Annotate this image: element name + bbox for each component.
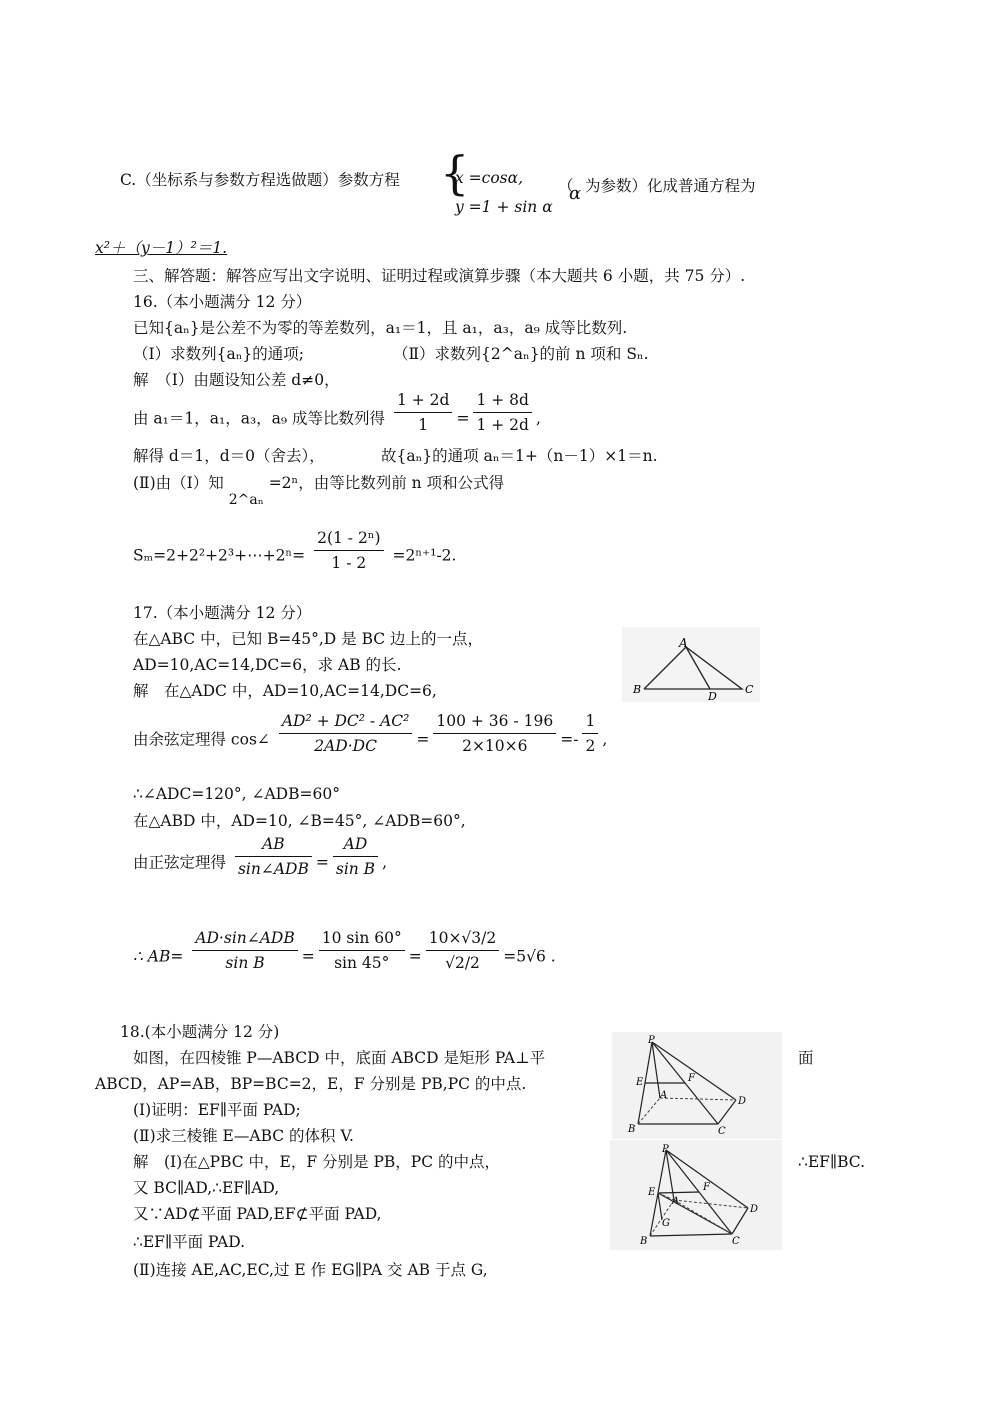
fig18b-G: G [662,1218,670,1229]
q17-ab-pre: ∴ AB= [133,947,184,966]
q16-sum [133,529,457,573]
param-eq1: x =cosα, [455,169,524,187]
q17-sin-num1: AB [235,834,312,857]
q16-frac2 [473,390,532,435]
param-tail: 为参数）化成普通方程为 [585,177,756,195]
q16-sum-post: =2ⁿ⁺¹-2. [392,546,457,565]
q17-sin-pre: 由正弦定理得 [133,853,227,872]
param-brace: { [440,146,470,200]
q16-sol4 [133,473,505,508]
q17-cos: 由余弦定理得 cos∠ $\frac{\text{AD² + DC² - AC²}}{2AD\cdot DC}$ = $\frac{100 + 36 - 196}{2\times 10\times 6}$ =- $\frac{1}{2}$ , [133,712,608,755]
q17-ab-den2: sin 45° [334,954,390,972]
q17-cos-frac1 [279,711,413,756]
q16-sol2: 由 a₁＝1，a₁，a₃，a₉ 成等比数列得 $\frac{1 + 2d}{1}$ = $\frac{1 + 8d}{1 + 2d}$ , [133,391,541,434]
q18-line1: 如图，在四棱锥 P—ABCD 中，底面 ABCD 是矩形 PA⊥平 [133,1049,546,1067]
triangle-figure [622,627,760,702]
q18-line9: (Ⅱ)连接 AE,AC,EC,过 E 作 EG∥PA 交 AB 于点 G, [133,1261,488,1279]
q17-ab-result: =5√6 . [503,947,556,966]
q17-ab-frac1 [192,928,297,973]
q17-line1: 在△ABC 中，已知 B=45°,D 是 BC 边上的一点， [133,630,484,648]
q17-sin-den2: sin B [335,860,376,878]
q17-heading: 17.（本小题满分 12 分） [133,604,312,622]
q16-sol4a: (Ⅱ)由（Ⅰ）知 [133,474,224,492]
pyramid-figure-1 [612,1032,782,1139]
fig18b-F: F [703,1182,710,1193]
fig18a-P: P [648,1035,655,1046]
q17-cos-num1: AD² + DC² - AC² [279,711,413,734]
fig18a-D: D [738,1096,747,1107]
q16-sum-pre: Sₘ=2+2²+2³+⋯+2ⁿ= [133,546,306,565]
q17-half-den: 2 [585,737,596,755]
fig18b-C: C [732,1236,740,1247]
q16-frac2-den: 1 + 2d [476,416,529,434]
q17-cos-den1: 2AD·DC [314,737,377,755]
q16-frac1-num: 1 + 2d [394,390,453,413]
q16-sol2-pre: 由 a₁＝1，a₁，a₃，a₉ 成等比数列得 [133,409,386,428]
q16-sol3b: 故{aₙ}的通项 aₙ＝1+（n－1）×1＝n. [381,447,658,465]
fig17-B: B [633,683,642,696]
fig18b-A: A [672,1196,680,1207]
q17-cos-pre: 由余弦定理得 cos∠ [133,730,270,749]
param-eq2: y =1 + sin α [455,198,553,216]
fig18a-A: A [660,1090,668,1101]
q17-line6: 在△ABD 中，AD=10, ∠B=45°, ∠ADB=60°, [133,812,466,830]
fig17-A: A [679,636,688,650]
q16-frac2-num: 1 + 8d [473,390,532,413]
q16-sum-frac [314,528,383,573]
q17-sin-den1: sin∠ADB [237,860,309,878]
q16-sub2: （Ⅱ）求数列{2^aₙ}的前 n 项和 Sₙ. [393,345,649,363]
q18-line3: (Ⅰ)证明：EF∥平面 PAD; [133,1101,301,1119]
q18-line4: (Ⅱ)求三棱锥 E—ABC 的体积 V. [133,1127,354,1145]
q17-ab-frac3 [426,928,500,973]
param-alpha: α [569,183,582,204]
section-c-line [120,170,400,190]
fig18a-E: E [636,1077,644,1088]
q18-line2: ABCD，AP=AB，BP=BC=2，E，F 分别是 PB,PC 的中点. [95,1075,527,1093]
fig17-D: D [708,690,717,702]
q16-power: 2^aₙ [228,492,264,508]
fig18b-B: B [640,1236,648,1247]
q18-line1b: 面 [798,1049,814,1067]
fig18a-B: B [628,1124,636,1135]
q17-ab-num3: 10×√3/2 [426,928,500,951]
q18-line7: 又∵AD⊄平面 PAD,EF⊄平面 PAD, [133,1205,382,1223]
q17-cos-result: =- [560,730,579,749]
q17-line5: ∴∠ADC=120°, ∠ADB=60° [133,785,340,803]
q18-line8: ∴EF∥平面 PAD. [133,1233,246,1251]
q16-statement: 已知{aₙ}是公差不为零的等差数列，a₁＝1，且 a₁，a₃，a₉ 成等比数列. [133,319,628,337]
q17-sin-frac2 [333,834,378,879]
q17-cos-frac2 [433,711,556,756]
q18-line5: 解 (Ⅰ)在△PBC 中，E，F 分别是 PB，PC 的中点， [133,1153,500,1171]
q16-sum-num: 2(1 - 2ⁿ) [314,528,383,551]
q17-sin-num2: AD [333,834,378,857]
q17-sin-frac1 [235,834,312,879]
q16-frac1 [394,390,453,435]
q17-sin: 由正弦定理得 $\frac{AB}{\text{sin∠ADB}}$ = $\frac{AD}{\text{sin B}}$ , [133,835,388,878]
fig18b-P: P [662,1144,669,1155]
section-c-label: C.（坐标系与参数方程选做题）参数方程 [120,171,400,189]
q17-ab-den1: sin B [225,954,265,972]
q17-cos-num2: 100 + 36 - 196 [433,711,556,734]
q17-half [582,711,598,756]
q17-ab-num1: AD·sin∠ADB [192,928,297,951]
q17-cos-den2: 2×10×6 [462,737,528,755]
q18-line6: 又 BC∥AD,∴EF∥AD, [133,1179,280,1197]
fig17-C: C [745,683,754,696]
q16-sub1: （Ⅰ）求数列{aₙ}的通项; [133,345,305,363]
q16-sum-den: 1 - 2 [331,554,367,572]
fig18b-E: E [648,1187,656,1198]
q16-sol1: 解 （Ⅰ）由题设知公差 d≠0， [133,371,340,389]
fig18a-F: F [688,1073,695,1084]
q16-frac1-den: 1 [418,416,429,434]
q17-ab: ∴ AB= $\frac{\text{AD·sin∠ADB}}{\text{sin B}}$ = $\frac{10 \sin 60^\circ}{\sin 45^\circ}$ = $\frac{10\times√3/2}{√2/2}$ =5√6 . [133,929,556,972]
q17-ab-num2: 10 sin 60° [319,928,405,951]
q18-line5b: ∴EF∥BC. [798,1153,866,1171]
q17-ab-frac2 [319,928,405,973]
pyramid-figure-2 [610,1140,782,1250]
q17-line2: AD=10,AC=14,DC=6，求 AB 的长. [133,656,402,674]
fig18a-C: C [718,1126,726,1137]
q18-heading: 18.(本小题满分 12 分) [120,1023,280,1041]
fig18b-D: D [750,1204,759,1215]
section-c-answer: x²＋（y－1）²＝1. [95,239,228,257]
q17-ab-den3: √2/2 [445,954,480,972]
q16-sol4b: =2ⁿ，由等比数列前 n 项和公式得 [268,474,505,492]
q17-half-num: 1 [582,711,598,734]
part3-heading: 三、解答题：解答应写出文字说明、证明过程或演算步骤（本大题共 6 小题，共 75 分）. [133,267,746,285]
q17-line3: 解 在△ADC 中，AD=10,AC=14,DC=6, [133,682,437,700]
q16-heading: 16.（本小题满分 12 分） [133,293,312,311]
q16-sol3a: 解得 d＝1，d＝0（舍去）， [133,447,325,465]
param-open-paren: （ [558,177,574,195]
